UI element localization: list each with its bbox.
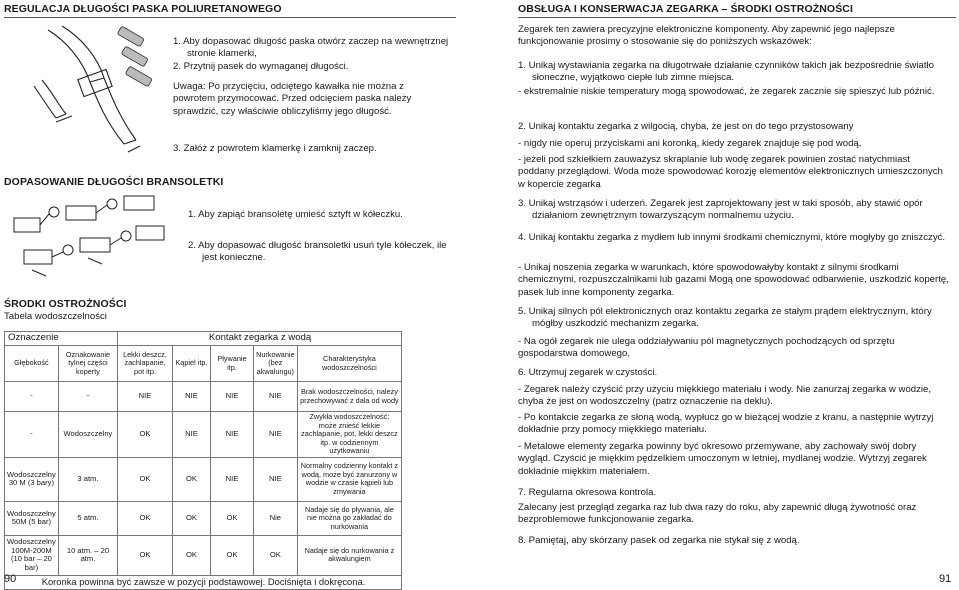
table-header-cell: Charakterystyka wodoszczelności xyxy=(297,346,401,382)
care-item: - nigdy nie operuj przyciskami ani koronką, kiedy zegarek znajduje się pod wodą, xyxy=(518,138,862,149)
strap-note: Uwaga: Po przycięciu, odciętego kawałka nie można z powrotem przymocować. Przed odcięciem paska należy sprawdzić, czy właściwie obliczyliśmy jego długość. xyxy=(173,81,412,117)
table-cell: - xyxy=(5,382,59,412)
strap-step-3: 3. Załóż z powrotem klamerkę i zamknij zaczep. xyxy=(173,143,377,154)
table-cell: NIE xyxy=(253,382,297,412)
table-cell: NIE xyxy=(211,457,254,501)
table-cell: NIE xyxy=(253,457,297,501)
table-cell: NIE xyxy=(253,412,297,458)
water-resistance-table xyxy=(4,331,402,590)
table-cell: OK xyxy=(211,501,254,535)
care-item: - jeżeli pod szkiełkiem zauważysz skraplanie lub wodę zegarek powinien zostać natychmiast poddany przeglądowi. Woda może spowodować korozję elementów elektronicznych umieszczonych w kopercie zegarka xyxy=(518,154,943,190)
strap-step-1: 1. Aby dopasować długość paska otwórz zaczep na wewnętrznej stronie klamerki, xyxy=(173,36,449,60)
care-item: 7. Regularna okresowa kontrola. xyxy=(518,487,657,498)
table-cell: - xyxy=(5,412,59,458)
table-cell: Wodoszczelny 50M (5 bar) xyxy=(5,501,59,535)
table-cell: - xyxy=(58,382,117,412)
care-item: 4. Unikaj kontaktu zegarka z mydłem lub innymi środkami chemicznymi, które mogłyby go zniszczyć. xyxy=(518,232,946,243)
page-number-left: 90 xyxy=(4,573,17,585)
table-row xyxy=(5,501,402,535)
care-item: - Metalowe elementy zegarka powinny być okresowo przemywane, aby zachowały swój dobry wygląd. Czyścić je miękkim pędzelkiem umoczonym w letniej, mydlanej wodzie. Wytrzyj zegarek dokładnie miękkim materiałem. xyxy=(518,441,927,477)
table-cell: OK xyxy=(118,412,173,458)
care-heading-rule xyxy=(518,17,956,18)
table-cell: OK xyxy=(118,457,173,501)
strap-illustration xyxy=(28,22,156,154)
table-cell: NIE xyxy=(211,412,254,458)
care-item: 5. Unikaj silnych pól elektronicznych oraz kontaktu zegarka ze stałym prądem elektrycznym, który mógłby uszkodzić mechanizm zegarka. xyxy=(518,306,932,330)
strap-heading: REGULACJA DŁUGOŚCI PASKA POLIURETANOWEGO xyxy=(4,3,282,15)
table-header-cell: Lekki deszcz, zachlapanie, pot itp. xyxy=(118,346,173,382)
table-cell: OK xyxy=(172,501,210,535)
care-item: - ekstremalnie niskie temperatury mogą spowodować, że zegarek zacznie się spieszyć lub późnić. xyxy=(518,86,935,97)
care-item: - Unikaj noszenia zegarka w warunkach, które spowodowałyby kontakt z silnymi środkami chemicznymi, rozpuszczalnikami lub gazami Mogą one spowodować odbarwienie, uszkodzić kopertę, pasek lub inne komponenty zegarka. xyxy=(518,262,949,298)
table-cell: Normalny codzienny kontakt z wodą, może być zanurzony w wodzie w czasie kąpieli lub zmywania xyxy=(297,457,401,501)
table-header-cell: Kąpiel itp. xyxy=(172,346,210,382)
table-group-label: Oznaczenie xyxy=(5,332,118,346)
care-item: Zalecany jest przegląd zegarka raz lub dwa razy do roku, aby zapewnić długą żywotność oraz bezproblemowe funkcjonowanie zegarka. xyxy=(518,502,917,526)
strap-step-2: 2. Przytnij pasek do wymaganej długości. xyxy=(173,61,349,72)
bracelet-step-2: 2. Aby dopasować długość bransoletki usuń tyle kółeczek, ile jest konieczne. xyxy=(188,240,447,264)
table-cell: Wodoszczelny 100M-200M (10 bar – 20 bar) xyxy=(5,535,59,575)
table-cell: OK xyxy=(172,457,210,501)
table-cell: 10 atm. – 20 atm. xyxy=(58,535,117,575)
care-item: 8. Pamiętaj, aby skórzany pasek od zegarka nie stykał się z wodą. xyxy=(518,535,800,546)
care-item: 2. Unikaj kontaktu zegarka z wilgocią, chyba, że jest on do tego przystosowany xyxy=(518,121,854,132)
bracelet-heading: DOPASOWANIE DŁUGOŚCI BRANSOLETKI xyxy=(4,176,224,188)
table-cell: 5 atm. xyxy=(58,501,117,535)
table-group-label: Kontakt zegarka z wodą xyxy=(118,332,402,346)
table-cell: OK xyxy=(172,535,210,575)
water-subheading: Tabela wodoszczelności xyxy=(4,311,107,322)
table-cell: Zwykła wodoszczelność: może znieść lekkie zachlapanie, pot, lekki deszcz itp. w codziennym użytkowaniu xyxy=(297,412,401,458)
care-item: - Zegarek należy czyścić przy użyciu miękkiego materiału i wody. Nie zanurzaj zegarka w wodzie, chyba że jest on wodoszczelny (patrz oznaczenie na deklu). xyxy=(518,384,932,408)
bracelet-step-1: 1. Aby zapiąć bransoletę umieść sztyft w kółeczku. xyxy=(188,209,403,220)
table-cell: Brak wodoszczelności, należy przechowywać z dala od wody xyxy=(297,382,401,412)
table-row xyxy=(5,382,402,412)
table-cell: Nadaje się do pływania, ale nie można go zakładać do nurkowania xyxy=(297,501,401,535)
bracelet-illustration xyxy=(10,190,170,282)
table-header-cell: Oznakowanie tylnej części koperty xyxy=(58,346,117,382)
care-item: 1. Unikaj wystawiania zegarka na długotrwałe działanie czynników takich jak bezpośrednie światło słoneczne, wyjątkowo ciepłe lub zimne miejsca. xyxy=(518,60,934,84)
table-row xyxy=(5,412,402,458)
table-cell: NIE xyxy=(118,382,173,412)
table-cell: Wodoszczelny 30 M (3 bary) xyxy=(5,457,59,501)
care-intro: Zegarek ten zawiera precyzyjne elektroniczne komponenty. Aby zapewnić jego najlepsze funkcjonowanie prosimy o stosowanie się do poniższych wskazówek: xyxy=(518,24,895,48)
table-cell: Nie xyxy=(253,501,297,535)
table-header-cell: Głębokość xyxy=(5,346,59,382)
table-cell: OK xyxy=(253,535,297,575)
table-cell: NIE xyxy=(172,412,210,458)
care-item: - Na ogół zegarek nie ulega oddziaływaniu pól magnetycznych pochodzących od sprzętu gospodarstwa domowego, xyxy=(518,336,895,360)
table-header-cell: Pływanie itp. xyxy=(211,346,254,382)
table-cell: Wodoszczelny xyxy=(58,412,117,458)
table-cell: NIE xyxy=(211,382,254,412)
table-cell: OK xyxy=(118,535,173,575)
table-row xyxy=(5,457,402,501)
page-number-right: 91 xyxy=(939,573,952,585)
strap-heading-rule xyxy=(4,17,456,18)
care-item: 6. Utrzymuj zegarek w czystości. xyxy=(518,367,658,378)
care-heading: OBSŁUGA I KONSERWACJA ZEGARKA – ŚRODKI OSTROŻNOŚCI xyxy=(518,3,853,15)
care-item: 3. Unikaj wstrząsów i uderzeń. Zegarek jest zaprojektowany jest w taki sposób, aby stawić opór działaniom zewnętrznym towarzyszącym normalnemu użyciu. xyxy=(518,198,923,222)
table-cell: Nadaje się do nurkowania z akwalungiem xyxy=(297,535,401,575)
water-heading: ŚRODKI OSTROŻNOŚCI xyxy=(4,298,127,310)
care-item: - Po kontakcie zegarka ze słoną wodą, wypłucz go w bieżącej wodzie z kranu, a następnie wytrzyj dokładnie przy pomocy miękkiego materiału. xyxy=(518,412,934,436)
table-row xyxy=(5,535,402,575)
table-cell: NIE xyxy=(172,382,210,412)
table-header-cell: Nurkowanie (bez akwalungu) xyxy=(253,346,297,382)
table-cell: 3 atm. xyxy=(58,457,117,501)
table-footer: Koronka powinna być zawsze w pozycji podstawowej. Dociśnięta i dokręcona. xyxy=(5,575,402,589)
table-cell: OK xyxy=(211,535,254,575)
table-cell: OK xyxy=(118,501,173,535)
